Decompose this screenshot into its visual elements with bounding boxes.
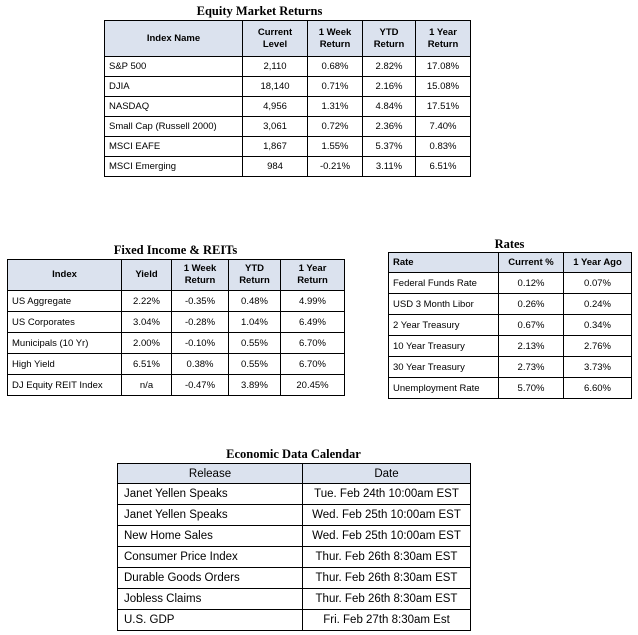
current-level: 1,867	[243, 137, 308, 157]
release-name: Jobless Claims	[118, 589, 303, 610]
index-name: High Yield	[8, 354, 122, 375]
table-row	[105, 117, 471, 137]
week-return: 0.38%	[172, 354, 229, 375]
release-name: Janet Yellen Speaks	[118, 505, 303, 526]
ytd-return: 2.82%	[363, 57, 416, 77]
ytd-return: 4.84%	[363, 97, 416, 117]
index-name: Municipals (10 Yr)	[8, 333, 122, 354]
yield: 6.51%	[122, 354, 172, 375]
year-return: 6.49%	[281, 312, 345, 333]
rate-name: USD 3 Month Libor	[389, 294, 499, 315]
year-ago-rate: 3.73%	[564, 357, 632, 378]
table-row	[389, 336, 632, 357]
index-name: DJIA	[105, 77, 243, 97]
release-date: Thur. Feb 26th 8:30am EST	[303, 568, 471, 589]
table-row	[118, 505, 471, 526]
year-return: 6.70%	[281, 333, 345, 354]
equity-title: Equity Market Returns	[196, 4, 323, 18]
table-row	[118, 526, 471, 547]
equity-section	[104, 3, 460, 177]
equity-header-row	[105, 21, 471, 57]
rates-col-header: 1 Year Ago	[564, 253, 632, 273]
equity-col-header: YTD Return	[363, 21, 416, 57]
release-date: Thur. Feb 26th 8:30am EST	[303, 589, 471, 610]
equity-col-header: Current Level	[243, 21, 308, 57]
ytd-return: 5.37%	[363, 137, 416, 157]
economic-header-row	[118, 464, 471, 484]
index-name: S&P 500	[105, 57, 243, 77]
week-return: -0.47%	[172, 375, 229, 396]
table-row	[8, 354, 345, 375]
table-row	[118, 589, 471, 610]
current-level: 984	[243, 157, 308, 177]
economic-section	[117, 446, 470, 631]
economic-col-header: Date	[303, 464, 471, 484]
week-return: -0.35%	[172, 291, 229, 312]
year-return: 20.45%	[281, 375, 345, 396]
table-row	[8, 375, 345, 396]
table-row	[8, 312, 345, 333]
table-row	[118, 484, 471, 505]
rate-name: 2 Year Treasury	[389, 315, 499, 336]
ytd-return: 2.16%	[363, 77, 416, 97]
index-name: US Aggregate	[8, 291, 122, 312]
equity-col-header: 1 Year Return	[416, 21, 471, 57]
year-return: 17.51%	[416, 97, 471, 117]
table-row	[118, 568, 471, 589]
index-name: MSCI EAFE	[105, 137, 243, 157]
week-return: -0.21%	[308, 157, 363, 177]
release-date: Thur. Feb 26th 8:30am EST	[303, 547, 471, 568]
fixed-income-section	[7, 241, 344, 396]
equity-table	[104, 20, 471, 177]
week-return: 1.31%	[308, 97, 363, 117]
rates-col-header: Current %	[499, 253, 564, 273]
economic-table	[117, 463, 471, 631]
week-return: 0.72%	[308, 117, 363, 137]
table-row	[105, 137, 471, 157]
year-return: 15.08%	[416, 77, 471, 97]
economic-title: Economic Data Calendar	[226, 447, 361, 461]
current-rate: 2.13%	[499, 336, 564, 357]
fixed-income-header-row	[8, 260, 345, 291]
index-name: Small Cap (Russell 2000)	[105, 117, 243, 137]
table-row	[105, 57, 471, 77]
fixed-income-col-header: Index	[8, 260, 122, 291]
release-name: Durable Goods Orders	[118, 568, 303, 589]
year-return: 4.99%	[281, 291, 345, 312]
rate-name: 30 Year Treasury	[389, 357, 499, 378]
current-level: 18,140	[243, 77, 308, 97]
week-return: 0.68%	[308, 57, 363, 77]
yield: 2.00%	[122, 333, 172, 354]
rate-name: Unemployment Rate	[389, 378, 499, 399]
year-return: 6.51%	[416, 157, 471, 177]
fixed-income-col-header: 1 Week Return	[172, 260, 229, 291]
rates-header-row	[389, 253, 632, 273]
table-row	[105, 97, 471, 117]
fixed-income-col-header: 1 Year Return	[281, 260, 345, 291]
year-return: 0.83%	[416, 137, 471, 157]
yield: 2.22%	[122, 291, 172, 312]
current-rate: 5.70%	[499, 378, 564, 399]
index-name: DJ Equity REIT Index	[8, 375, 122, 396]
current-rate: 2.73%	[499, 357, 564, 378]
fixed-income-col-header: YTD Return	[229, 260, 281, 291]
yield: n/a	[122, 375, 172, 396]
table-row	[118, 547, 471, 568]
rates-col-header: Rate	[389, 253, 499, 273]
release-name: Janet Yellen Speaks	[118, 484, 303, 505]
yield: 3.04%	[122, 312, 172, 333]
table-row	[105, 157, 471, 177]
year-ago-rate: 0.07%	[564, 273, 632, 294]
release-name: New Home Sales	[118, 526, 303, 547]
current-rate: 0.12%	[499, 273, 564, 294]
release-date: Wed. Feb 25th 10:00am EST	[303, 505, 471, 526]
fixed-income-table	[7, 259, 345, 396]
week-return: 0.71%	[308, 77, 363, 97]
table-row	[105, 77, 471, 97]
release-name: U.S. GDP	[118, 610, 303, 631]
release-name: Consumer Price Index	[118, 547, 303, 568]
table-row	[118, 610, 471, 631]
index-name: US Corporates	[8, 312, 122, 333]
fixed-income-title: Fixed Income & REITs	[113, 243, 238, 257]
table-row	[389, 357, 632, 378]
week-return: 1.55%	[308, 137, 363, 157]
table-row	[389, 315, 632, 336]
rates-title: Rates	[494, 237, 525, 251]
equity-col-header: 1 Week Return	[308, 21, 363, 57]
release-date: Wed. Feb 25th 10:00am EST	[303, 526, 471, 547]
rates-table	[388, 252, 632, 399]
equity-col-header: Index Name	[105, 21, 243, 57]
index-name: NASDAQ	[105, 97, 243, 117]
ytd-return: 2.36%	[363, 117, 416, 137]
ytd-return: 3.11%	[363, 157, 416, 177]
table-row	[8, 291, 345, 312]
week-return: -0.10%	[172, 333, 229, 354]
table-row	[389, 273, 632, 294]
current-level: 3,061	[243, 117, 308, 137]
ytd-return: 3.89%	[229, 375, 281, 396]
table-row	[389, 378, 632, 399]
release-date: Fri. Feb 27th 8:30am Est	[303, 610, 471, 631]
current-level: 4,956	[243, 97, 308, 117]
year-return: 17.08%	[416, 57, 471, 77]
rate-name: 10 Year Treasury	[389, 336, 499, 357]
rates-section	[388, 236, 631, 399]
current-rate: 0.26%	[499, 294, 564, 315]
economic-col-header: Release	[118, 464, 303, 484]
current-level: 2,110	[243, 57, 308, 77]
fixed-income-col-header: Yield	[122, 260, 172, 291]
current-rate: 0.67%	[499, 315, 564, 336]
ytd-return: 0.55%	[229, 354, 281, 375]
index-name: MSCI Emerging	[105, 157, 243, 177]
ytd-return: 0.55%	[229, 333, 281, 354]
table-row	[8, 333, 345, 354]
rate-name: Federal Funds Rate	[389, 273, 499, 294]
ytd-return: 0.48%	[229, 291, 281, 312]
release-date: Tue. Feb 24th 10:00am EST	[303, 484, 471, 505]
year-ago-rate: 2.76%	[564, 336, 632, 357]
table-row	[389, 294, 632, 315]
ytd-return: 1.04%	[229, 312, 281, 333]
year-ago-rate: 0.24%	[564, 294, 632, 315]
year-ago-rate: 6.60%	[564, 378, 632, 399]
week-return: -0.28%	[172, 312, 229, 333]
year-ago-rate: 0.34%	[564, 315, 632, 336]
year-return: 7.40%	[416, 117, 471, 137]
year-return: 6.70%	[281, 354, 345, 375]
